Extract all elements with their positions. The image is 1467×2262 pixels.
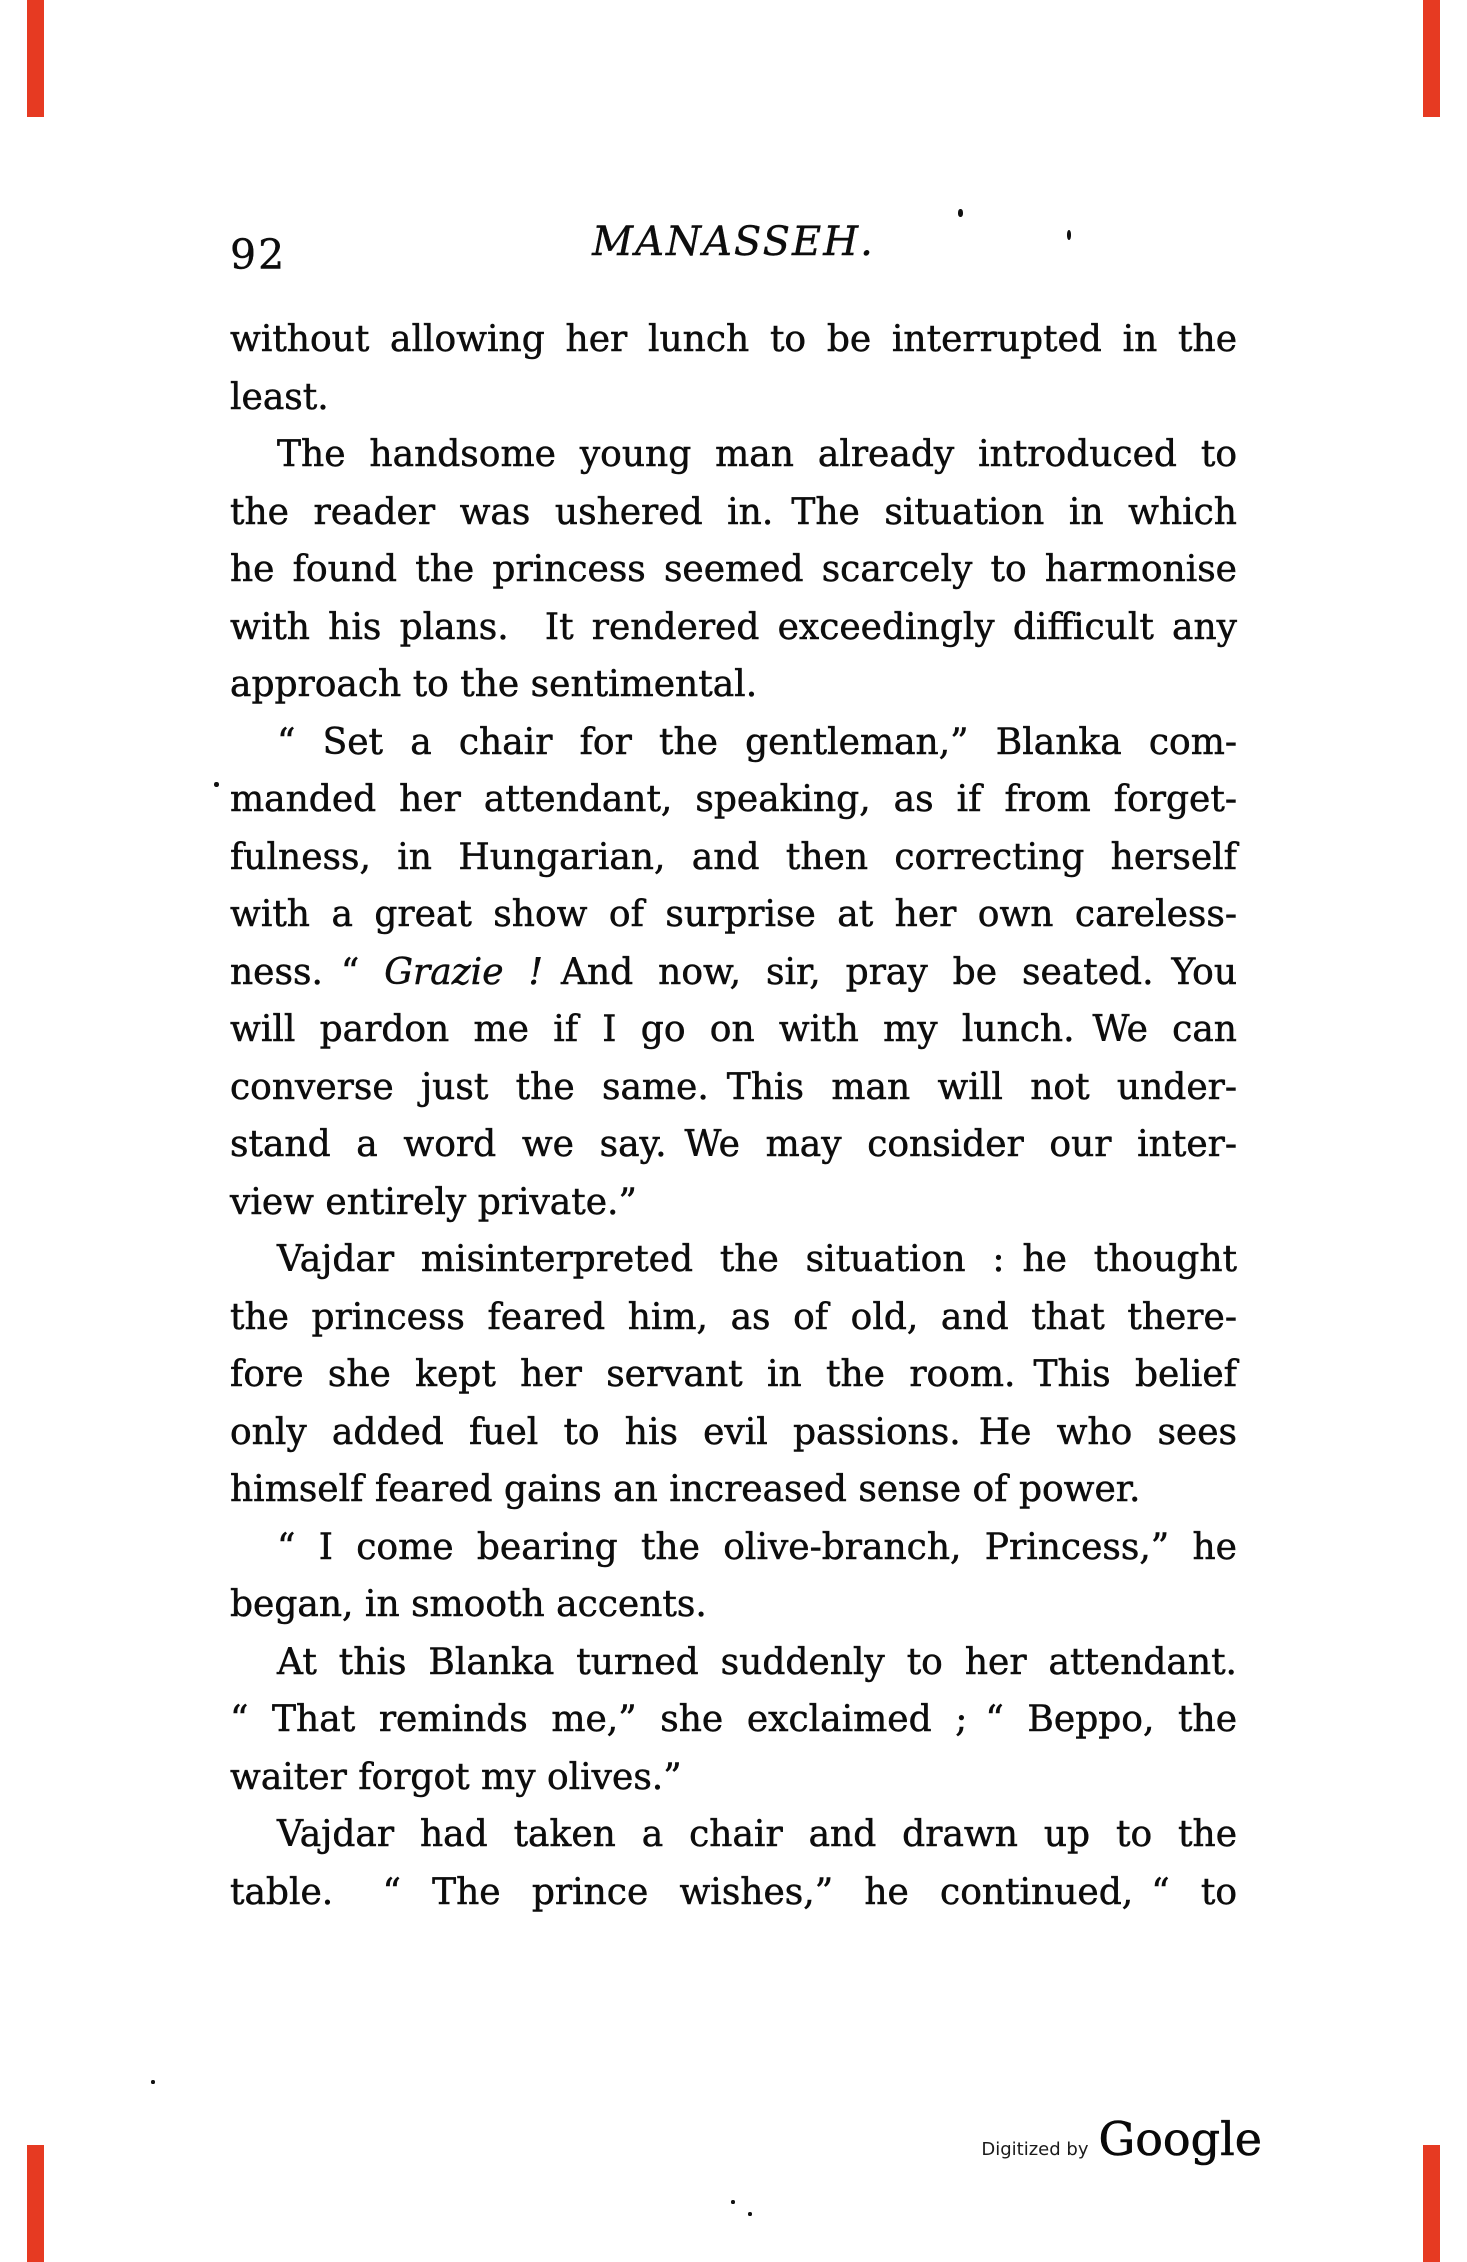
text-line <box>230 599 1237 657</box>
text-line <box>230 944 1237 1002</box>
text-line <box>230 1231 1237 1289</box>
text-line <box>230 1749 1237 1807</box>
text-line <box>230 1806 1237 1864</box>
scan-speck <box>748 2212 752 2216</box>
footer <box>981 2112 1262 2166</box>
scan-speck <box>151 2080 155 2084</box>
text-line <box>230 886 1237 944</box>
page-number: 92 <box>230 231 287 279</box>
scan-speck <box>731 2200 735 2204</box>
text-segment: view entirely private.” <box>230 1181 637 1223</box>
text-segment: the reader was ushered in. The situation in which <box>230 491 1237 533</box>
text-line <box>230 1519 1237 1577</box>
red-edge-mark <box>1423 2145 1440 2262</box>
text-segment: “ I come bearing the olive-branch, Princess,” he <box>277 1526 1237 1568</box>
text-segment: without allowing her lunch to be interrupted in the <box>230 319 1237 360</box>
text-segment: ness. “ <box>230 951 385 993</box>
text-segment: table. “ The prince wishes,” he continued, “ to <box>230 1871 1237 1913</box>
text-line <box>230 541 1237 599</box>
text-line <box>230 1001 1237 1059</box>
text-segment: Vajdar had taken a chair and drawn up to the <box>277 1814 1237 1855</box>
text-segment: himself feared gains an increased sense of power. <box>230 1469 1141 1510</box>
text-segment: only added fuel to his evil passions. He who sees <box>230 1411 1237 1453</box>
text-segment: will pardon me if I go on with my lunch. We can <box>230 1009 1237 1050</box>
text-line <box>230 1461 1237 1519</box>
italic-text-segment: Grazie ! <box>384 951 543 993</box>
text-line <box>230 1346 1237 1404</box>
red-edge-mark <box>27 2145 44 2262</box>
text-line <box>230 311 1237 369</box>
scan-speck <box>1067 230 1071 240</box>
text-segment: Vajdar misinterpreted the situation : he thought <box>277 1239 1237 1280</box>
text-segment: fulness, in Hungarian, and then correcting herself <box>230 836 1237 878</box>
body-text <box>230 311 1237 1921</box>
text-line <box>230 426 1237 484</box>
text-line <box>230 656 1237 714</box>
red-edge-mark <box>1423 0 1440 117</box>
text-segment: And now, sir, pray be seated. You <box>542 951 1238 993</box>
digitized-by-label: Digitized by <box>981 2139 1089 2160</box>
red-edge-mark <box>27 0 44 117</box>
text-line <box>230 1634 1237 1692</box>
text-segment: with his plans. It rendered exceedingly difficult any <box>230 606 1237 648</box>
text-segment: stand a word we say. We may consider our inter- <box>230 1124 1237 1165</box>
text-line <box>230 714 1237 772</box>
scan-speck <box>214 782 219 787</box>
scan-speck <box>958 209 963 217</box>
text-segment: manded her attendant, speaking, as if from forget- <box>230 779 1237 820</box>
text-segment: fore she kept her servant in the room. This belief <box>230 1354 1237 1395</box>
text-segment: he found the princess seemed scarcely to harmonise <box>230 549 1237 590</box>
text-line <box>230 829 1237 887</box>
text-line <box>230 1289 1237 1347</box>
text-segment: least. <box>230 376 329 418</box>
text-segment: The handsome young man already introduced to <box>277 434 1237 475</box>
text-segment: approach to the sentimental. <box>230 664 758 705</box>
text-line <box>230 484 1237 542</box>
text-line <box>230 1864 1237 1922</box>
text-line <box>230 771 1237 829</box>
text-line <box>230 1691 1237 1749</box>
text-segment: “ Set a chair for the gentleman,” Blanka com- <box>277 721 1237 763</box>
text-line <box>230 369 1237 427</box>
text-segment: At this Blanka turned suddenly to her attendant. <box>277 1641 1237 1683</box>
text-segment: with a great show of surprise at her own careless- <box>230 894 1237 935</box>
text-line <box>230 1059 1237 1117</box>
text-segment: waiter forgot my olives.” <box>230 1756 682 1798</box>
text-line <box>230 1576 1237 1634</box>
text-segment: converse just the same. This man will not under- <box>230 1066 1237 1108</box>
text-line <box>230 1116 1237 1174</box>
text-line <box>230 1404 1237 1462</box>
google-logo: Google <box>1098 2112 1262 2166</box>
text-segment: “ That reminds me,” she exclaimed ; “ Beppo, the <box>230 1699 1237 1740</box>
text-segment: the princess feared him, as of old, and that there- <box>230 1296 1237 1338</box>
text-segment: began, in smooth accents. <box>230 1584 707 1625</box>
text-line <box>230 1174 1237 1232</box>
running-head-title: MANASSEH. <box>592 219 875 265</box>
